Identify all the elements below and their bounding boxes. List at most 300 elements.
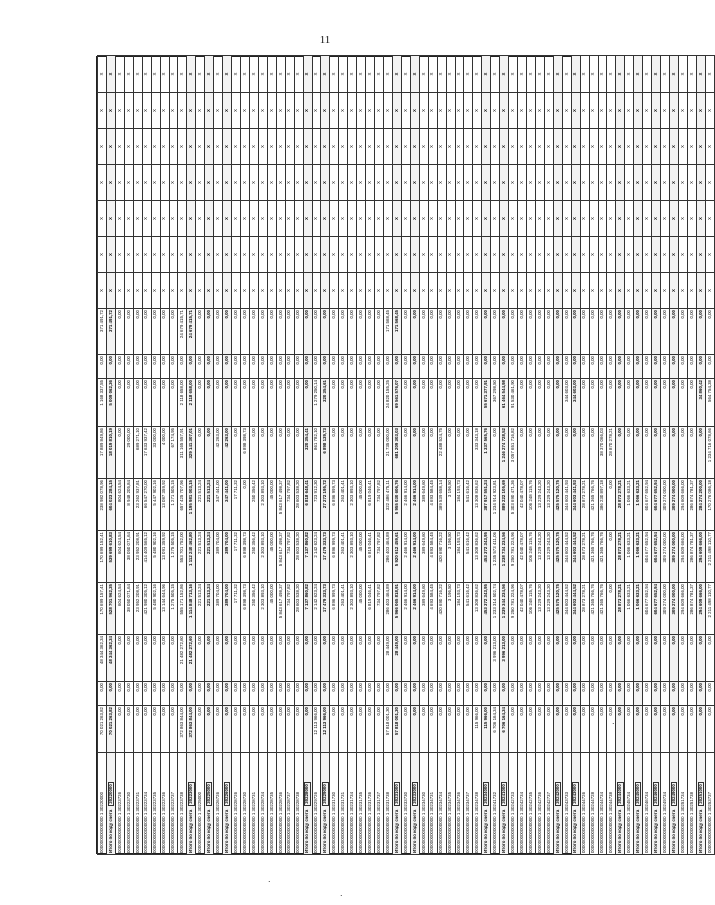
not-applicable-cell: X	[321, 165, 330, 201]
table-row	[643, 56, 652, 855]
not-applicable-cell: X	[410, 237, 419, 273]
amount-cell: 12 113 966,00	[321, 706, 330, 753]
amount-cell: 263 401,41	[339, 531, 348, 583]
amount-cell: 541 616,42	[464, 531, 473, 583]
not-applicable-cell: X	[687, 56, 696, 93]
not-applicable-cell: X	[678, 201, 687, 237]
amount-cell: 0,00	[133, 682, 142, 706]
amount-cell: 294 609 666,00	[696, 583, 705, 635]
amount-cell: 0,00	[678, 309, 687, 355]
not-applicable-cell: X	[509, 93, 518, 129]
amount-cell: 0,00	[544, 635, 553, 682]
not-applicable-cell: X	[553, 56, 562, 93]
not-applicable-cell: X	[527, 237, 536, 273]
not-applicable-cell: X	[428, 273, 437, 309]
not-applicable-cell: X	[160, 201, 169, 237]
table-row	[357, 56, 366, 855]
not-applicable-cell: X	[321, 201, 330, 237]
not-applicable-cell: X	[580, 93, 589, 129]
subtotal-row	[553, 56, 562, 855]
account-code: 000000000000000 1 30244734	[599, 791, 605, 853]
account-code-cell	[527, 753, 536, 855]
amount-cell: 250 356,42	[249, 479, 258, 531]
amount-cell: 0,00	[223, 309, 232, 355]
amount-cell: 0,00	[294, 706, 303, 753]
not-applicable-cell: X	[643, 273, 652, 309]
account-code: 000000000000000 1 30223735	[152, 791, 158, 853]
not-applicable-cell: X	[187, 56, 196, 93]
amount-cell: 0,00	[527, 706, 536, 753]
amount-cell: 0,00	[455, 355, 464, 379]
amount-cell: 6 818 648,41	[303, 479, 312, 531]
amount-cell: 0,00	[205, 355, 214, 379]
not-applicable-cell: X	[616, 237, 625, 273]
not-applicable-cell: X	[142, 273, 151, 309]
not-applicable-cell: X	[428, 201, 437, 237]
account-code-cell	[169, 753, 178, 855]
amount-cell: 0,00	[553, 706, 562, 753]
amount-cell: 0,00	[509, 309, 518, 355]
not-applicable-cell: X	[285, 165, 294, 201]
subtotal-row	[696, 56, 705, 855]
not-applicable-cell: X	[124, 165, 133, 201]
subtotal-code-box: 30228000	[304, 784, 310, 804]
amount-cell: 0,00	[652, 355, 661, 379]
amount-cell: 0,00	[571, 355, 580, 379]
amount-cell: 734 797,82	[375, 479, 384, 531]
not-applicable-cell: X	[241, 201, 250, 237]
not-applicable-cell: X	[473, 93, 482, 129]
amount-cell: 0,00	[124, 682, 133, 706]
account-code-cell	[294, 753, 303, 855]
amount-cell: 0,00	[598, 706, 607, 753]
not-applicable-cell: X	[124, 93, 133, 129]
amount-cell: 0,00	[241, 706, 250, 753]
subtotal-label-cell	[500, 753, 509, 855]
not-applicable-cell: X	[232, 129, 241, 165]
amount-cell: 0,00	[518, 309, 527, 355]
amount-cell: 5 843 617 498,37	[276, 583, 285, 635]
amount-cell: 3 196,50	[446, 583, 455, 635]
amount-cell: 0,00	[285, 379, 294, 427]
not-applicable-cell: X	[133, 237, 142, 273]
not-applicable-cell: X	[330, 201, 339, 237]
amount-cell: 0,00	[330, 355, 339, 379]
amount-cell: 0,00	[652, 682, 661, 706]
amount-cell: 0,00	[348, 706, 357, 753]
amount-cell: 0,00	[527, 379, 536, 427]
amount-cell: 23 262 937,81	[133, 479, 142, 531]
not-applicable-cell: X	[348, 56, 357, 93]
amount-cell: 0,00	[294, 355, 303, 379]
amount-cell: 28 603 538,20	[294, 583, 303, 635]
not-applicable-cell: X	[98, 93, 107, 129]
not-applicable-cell: X	[670, 165, 679, 201]
not-applicable-cell: X	[580, 237, 589, 273]
not-applicable-cell: X	[267, 165, 276, 201]
not-applicable-cell: X	[366, 93, 375, 129]
account-code: 000000000000000 1 30228738	[295, 791, 301, 853]
amount-cell: 0,00	[124, 706, 133, 753]
amount-cell: 0,00	[473, 355, 482, 379]
amount-cell: 3 196,50	[446, 531, 455, 583]
amount-cell: 0,00	[214, 309, 223, 355]
not-applicable-cell: X	[187, 273, 196, 309]
amount-cell: 0,00	[178, 355, 187, 379]
amount-cell: 0,00	[267, 355, 276, 379]
not-applicable-cell: X	[169, 273, 178, 309]
table-row	[285, 56, 294, 855]
amount-cell: 0,00	[133, 309, 142, 355]
account-code-cell	[348, 753, 357, 855]
subtotal-label: Итого по коду счета	[304, 809, 310, 853]
amount-cell: 0,00	[678, 635, 687, 682]
account-code: 000000000000000 1 30242733	[509, 791, 515, 853]
subtotal-label: Итого по коду счета	[188, 809, 194, 853]
amount-cell: 0,00	[223, 379, 232, 427]
amount-cell: 0,00	[115, 706, 124, 753]
account-code: 000000000000000 1 30244726	[581, 791, 587, 853]
amount-cell: 45 000,00	[267, 531, 276, 583]
amount-cell: 1 235 573 411,06	[491, 531, 500, 583]
subtotal-code-box: 30225000	[206, 784, 212, 804]
not-applicable-cell: X	[428, 129, 437, 165]
not-applicable-cell: X	[392, 165, 401, 201]
amount-cell: 0,00	[419, 427, 428, 479]
amount-cell: 0,00	[687, 379, 696, 427]
not-applicable-cell: X	[294, 201, 303, 237]
amount-cell: 286 403 464,89	[384, 531, 393, 583]
not-applicable-cell: X	[375, 237, 384, 273]
amount-cell: 0,00	[142, 682, 151, 706]
amount-cell: 0,00	[115, 682, 124, 706]
amount-cell: 0,00	[527, 635, 536, 682]
subtotal-code-box: 30220000	[107, 784, 113, 804]
account-code-cell	[643, 753, 652, 855]
not-applicable-cell: X	[473, 237, 482, 273]
account-code-cell	[687, 753, 696, 855]
amount-cell: 13 308 836,62	[473, 583, 482, 635]
not-applicable-cell: X	[696, 129, 705, 165]
account-code-cell	[142, 753, 151, 855]
amount-cell: 13 087 359,92	[160, 479, 169, 531]
not-applicable-cell: X	[249, 56, 258, 93]
amount-cell: 0,00	[455, 379, 464, 427]
not-applicable-cell: X	[348, 165, 357, 201]
not-applicable-cell: X	[705, 56, 714, 93]
amount-cell: 309 274 000,00	[661, 479, 670, 531]
amount-cell: 0,00	[428, 309, 437, 355]
not-applicable-cell: X	[410, 201, 419, 237]
not-applicable-cell: X	[348, 237, 357, 273]
not-applicable-cell: X	[366, 165, 375, 201]
amount-cell: 0,00	[562, 355, 571, 379]
amount-cell: 0,00	[303, 309, 312, 355]
not-applicable-cell: X	[696, 56, 705, 93]
subtotal-row	[616, 56, 625, 855]
not-applicable-cell: X	[455, 237, 464, 273]
amount-cell: 0,00	[643, 355, 652, 379]
amount-cell: 171 568,45	[384, 309, 393, 355]
not-applicable-cell: X	[670, 237, 679, 273]
amount-cell: 6 706 164,34	[491, 706, 500, 753]
not-applicable-cell: X	[437, 273, 446, 309]
subtotal-label: Итого по коду счета	[572, 809, 578, 853]
amount-cell: 0,00	[643, 706, 652, 753]
amount-cell: 0,00	[625, 355, 634, 379]
not-applicable-cell: X	[169, 93, 178, 129]
not-applicable-cell: X	[214, 237, 223, 273]
not-applicable-cell: X	[562, 93, 571, 129]
not-applicable-cell: X	[705, 237, 714, 273]
not-applicable-cell: X	[169, 129, 178, 165]
account-code-cell	[401, 753, 410, 855]
amount-cell: 0,00	[214, 635, 223, 682]
amount-cell: 0,00	[419, 706, 428, 753]
not-applicable-cell: X	[223, 93, 232, 129]
amount-cell: 0,00	[115, 355, 124, 379]
not-applicable-cell: X	[598, 93, 607, 129]
table-row	[267, 56, 276, 855]
not-applicable-cell: X	[553, 237, 562, 273]
amount-cell: 0,00	[482, 682, 491, 706]
account-code: 000000000000000 1 30233730	[402, 791, 408, 853]
not-applicable-cell: X	[223, 201, 232, 237]
amount-cell: 28 873 278,21	[580, 479, 589, 531]
not-applicable-cell: X	[196, 56, 205, 93]
not-applicable-cell: X	[401, 129, 410, 165]
not-applicable-cell: X	[267, 237, 276, 273]
not-applicable-cell: X	[258, 165, 267, 201]
table-row	[258, 56, 267, 855]
amount-cell: 0,00	[366, 427, 375, 479]
amount-cell: 0,00	[562, 706, 571, 753]
not-applicable-cell: X	[419, 129, 428, 165]
not-applicable-cell: X	[687, 129, 696, 165]
amount-cell: 284 274 200,00	[696, 479, 705, 531]
amount-cell: 0,00	[169, 706, 178, 753]
account-code-cell	[196, 753, 205, 855]
table-row	[678, 56, 687, 855]
account-code-cell	[160, 753, 169, 855]
amount-cell: 0,00	[339, 706, 348, 753]
account-code-cell	[562, 753, 571, 855]
not-applicable-cell: X	[687, 273, 696, 309]
subtotal-label-cell	[670, 753, 679, 855]
amount-cell: 263 401,41	[339, 479, 348, 531]
amount-cell: 0,00	[142, 355, 151, 379]
not-applicable-cell: X	[634, 93, 643, 129]
account-code: 000000000000000 1 30234735	[447, 791, 453, 853]
not-applicable-cell: X	[196, 93, 205, 129]
amount-cell: 0,00	[571, 706, 580, 753]
stray-mark: .	[268, 874, 271, 884]
amount-cell: 42 040 478,07	[518, 531, 527, 583]
amount-cell: 0,00	[580, 355, 589, 379]
subtotal-label-cell	[410, 753, 419, 855]
amount-cell: 0,00	[589, 427, 598, 479]
amount-cell: 0,00	[562, 635, 571, 682]
amount-cell: 0,00	[312, 635, 321, 682]
amount-cell: 0,00	[535, 355, 544, 379]
amount-cell: 861 782,10	[312, 427, 321, 479]
subtotal-code-box: 30243000	[572, 784, 578, 804]
amount-cell: 1 112 240 462,80	[187, 531, 196, 583]
table-row	[661, 56, 670, 855]
amount-cell: 0,00	[339, 635, 348, 682]
not-applicable-cell: X	[196, 129, 205, 165]
not-applicable-cell: X	[491, 129, 500, 165]
amount-cell: 0,00	[455, 309, 464, 355]
amount-cell: 7 137 860,82	[303, 531, 312, 583]
not-applicable-cell: X	[375, 165, 384, 201]
amount-cell: 1 234 716 078,66	[705, 427, 714, 479]
amount-cell: 0,00	[330, 682, 339, 706]
amount-cell: 2 466 914,00	[410, 531, 419, 583]
amount-cell: 0,00	[401, 635, 410, 682]
not-applicable-cell: X	[249, 93, 258, 129]
not-applicable-cell: X	[98, 129, 107, 165]
not-applicable-cell: X	[124, 201, 133, 237]
not-applicable-cell: X	[249, 237, 258, 273]
not-applicable-cell: X	[544, 129, 553, 165]
table-row	[348, 56, 357, 855]
not-applicable-cell: X	[437, 237, 446, 273]
amount-cell: 0,00	[598, 635, 607, 682]
amount-cell: 0,00	[178, 682, 187, 706]
amount-cell: 0,00	[375, 635, 384, 682]
amount-cell: 0,00	[544, 427, 553, 479]
amount-cell: 28 870 278,21	[607, 427, 616, 479]
subtotal-label: Итого по коду счета	[670, 809, 676, 853]
amount-cell: 42 040 478,07	[518, 479, 527, 531]
amount-cell: 0,00	[589, 379, 598, 427]
amount-cell: 0,00	[464, 706, 473, 753]
amount-cell: 0,00	[661, 427, 670, 479]
amount-cell: 0,00	[142, 309, 151, 355]
amount-cell: 2 303 893,10	[258, 583, 267, 635]
amount-cell: 1 238 734 234,56	[500, 531, 509, 583]
amount-cell: 0,00	[241, 635, 250, 682]
amount-cell: 5 843 617 498,37	[276, 531, 285, 583]
amount-cell: 0,00	[491, 355, 500, 379]
not-applicable-cell: X	[607, 201, 616, 237]
not-applicable-cell: X	[115, 56, 124, 93]
not-applicable-cell: X	[634, 165, 643, 201]
not-applicable-cell: X	[643, 129, 652, 165]
table-row	[544, 56, 553, 855]
not-applicable-cell: X	[339, 56, 348, 93]
account-code: 000000000000000 1 30228735	[268, 791, 274, 853]
not-applicable-cell: X	[607, 237, 616, 273]
amount-cell: 0,00	[634, 309, 643, 355]
subtotal-label-cell	[634, 753, 643, 855]
not-applicable-cell: X	[133, 56, 142, 93]
amount-cell: 0,00	[196, 635, 205, 682]
amount-cell: 0,00	[294, 682, 303, 706]
accounts-register-table	[97, 55, 715, 855]
not-applicable-cell: X	[187, 93, 196, 129]
amount-cell: 0,00	[366, 309, 375, 355]
amount-cell: 5 966 065 818,91	[392, 583, 401, 635]
not-applicable-cell: X	[455, 129, 464, 165]
account-code: 000000000000000 1 30223737	[170, 791, 176, 853]
not-applicable-cell: X	[178, 237, 187, 273]
not-applicable-cell: X	[473, 273, 482, 309]
amount-cell: 0,00	[410, 379, 419, 427]
amount-cell: 0,00	[196, 427, 205, 479]
amount-cell: 0,00	[491, 427, 500, 479]
amount-cell: 0,00	[348, 309, 357, 355]
amount-cell: 0,00	[553, 635, 562, 682]
not-applicable-cell: X	[258, 237, 267, 273]
account-code: 000000000000000 1 30226726	[214, 791, 220, 853]
amount-cell: 1 239 344 234,56	[500, 583, 509, 635]
not-applicable-cell: X	[401, 165, 410, 201]
amount-cell: 0,00	[437, 355, 446, 379]
not-applicable-cell: X	[482, 129, 491, 165]
account-code: 000000000000000 1 30242735	[527, 791, 533, 853]
amount-cell: 45 000,00	[357, 583, 366, 635]
amount-cell: 9 250 781 224,96	[509, 531, 518, 583]
not-applicable-cell: X	[98, 56, 107, 93]
amount-cell: 389 704,00	[223, 531, 232, 583]
not-applicable-cell: X	[330, 93, 339, 129]
amount-cell: 0,00	[652, 427, 661, 479]
not-applicable-cell: X	[616, 56, 625, 93]
not-applicable-cell: X	[303, 56, 312, 93]
account-code: 000000000000000 1 30231736	[366, 791, 372, 853]
not-applicable-cell: X	[106, 56, 115, 93]
amount-cell: 106 248 115,76	[527, 583, 536, 635]
amount-cell: 0,00	[580, 682, 589, 706]
not-applicable-cell: X	[98, 165, 107, 201]
amount-cell: 3 057 651 716,82	[509, 427, 518, 479]
not-applicable-cell: X	[509, 165, 518, 201]
amount-cell: 250 356,42	[249, 583, 258, 635]
amount-cell: 263 401,41	[339, 583, 348, 635]
not-applicable-cell: X	[214, 165, 223, 201]
not-applicable-cell: X	[366, 56, 375, 93]
account-code-cell	[124, 753, 133, 855]
account-code: 000000000000000 1 30249734	[661, 791, 667, 853]
amount-cell: 0,00	[589, 682, 598, 706]
amount-cell: 0,00	[616, 427, 625, 479]
amount-cell: 0,00	[196, 379, 205, 427]
account-code: 000000000000000 1 30231731	[340, 791, 346, 853]
amount-cell: 0,00	[339, 309, 348, 355]
not-applicable-cell: X	[214, 56, 223, 93]
amount-cell: 0,00	[482, 355, 491, 379]
account-code: 000000000000000 1 30225000	[197, 791, 203, 853]
amount-cell: 48 344 362,34	[106, 635, 115, 682]
amount-cell: 0,00	[437, 706, 446, 753]
not-applicable-cell: X	[106, 93, 115, 129]
not-applicable-cell: X	[384, 56, 393, 93]
amount-cell: 28 873 278,21	[580, 531, 589, 583]
amount-cell: 0,00	[705, 635, 714, 682]
amount-cell: 604 677 652,94	[643, 531, 652, 583]
amount-cell: 0,00	[428, 427, 437, 479]
not-applicable-cell: X	[678, 237, 687, 273]
subtotal-row	[571, 56, 580, 855]
account-code: 000000000000000 1 30234737	[465, 791, 471, 853]
amount-cell: 0,00	[518, 355, 527, 379]
amount-cell: 0,00	[303, 355, 312, 379]
amount-cell: 0,00	[392, 355, 401, 379]
not-applicable-cell: X	[580, 56, 589, 93]
amount-cell: 0,00	[330, 706, 339, 753]
